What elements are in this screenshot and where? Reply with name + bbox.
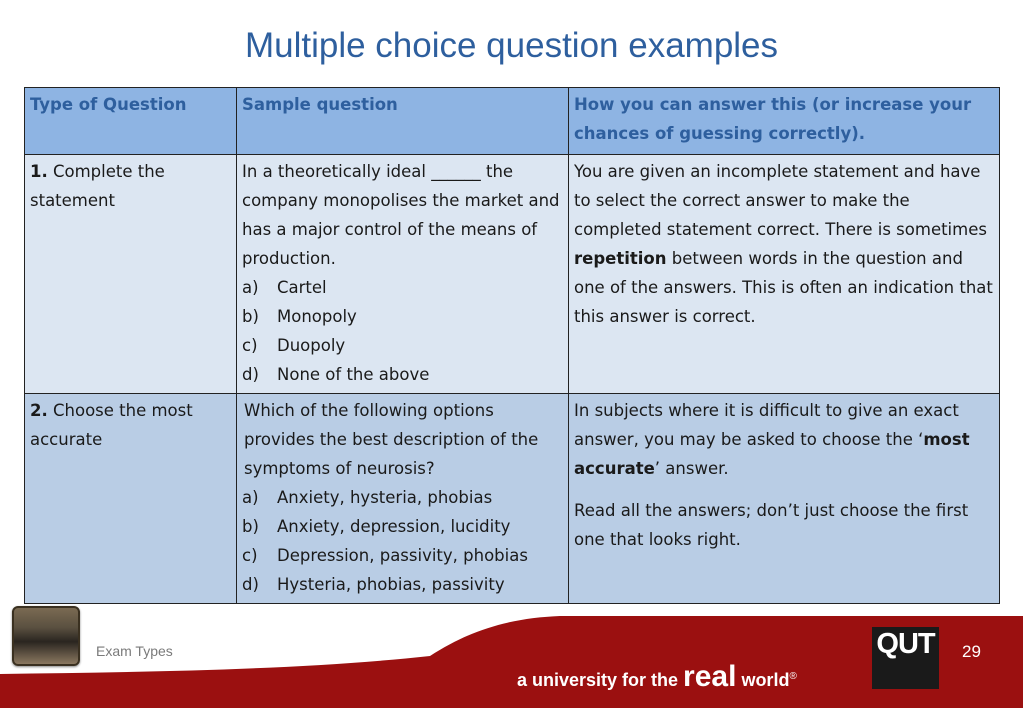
list-item bbox=[242, 273, 563, 302]
header-how: How you can answer this (or increase your chances of guessing correctly). bbox=[569, 88, 1000, 155]
option-text: Cartel bbox=[277, 278, 327, 297]
option-text: Hysteria, phobias, passivity bbox=[277, 575, 505, 594]
tagline-pre: a university for the bbox=[517, 670, 684, 690]
row2-answer-text-end: ’ answer. bbox=[654, 459, 729, 478]
row1-number: 1. bbox=[30, 162, 48, 181]
question-types-table bbox=[24, 87, 1000, 604]
option-text: Monopoly bbox=[277, 307, 357, 326]
header-sample: Sample question bbox=[237, 88, 569, 155]
row2-type-cell bbox=[25, 394, 237, 604]
list-item bbox=[242, 331, 563, 360]
list-item bbox=[242, 360, 563, 389]
option-letter: d) bbox=[242, 575, 259, 594]
row2-type-text: Choose the most accurate bbox=[30, 401, 193, 449]
header-type: Type of Question bbox=[25, 88, 237, 155]
row2-options bbox=[242, 483, 563, 599]
row2-answer-para2: Read all the answers; don’t just choose the first one that looks right. bbox=[574, 501, 969, 549]
list-item bbox=[242, 483, 563, 512]
row1-answer-bold: repetition bbox=[574, 249, 667, 268]
list-item bbox=[242, 570, 563, 599]
row1-question-cell bbox=[237, 155, 569, 394]
table-header-row bbox=[25, 88, 1000, 155]
row1-type-cell bbox=[25, 155, 237, 394]
footer-section-label: Exam Types bbox=[96, 643, 173, 659]
qut-logo: QUT bbox=[872, 627, 939, 689]
row1-answer-text: You are given an incomplete statement and have to select the correct answer to make the completed statement correct. There is sometimes bbox=[574, 162, 987, 239]
row2-number: 2. bbox=[30, 401, 48, 420]
row2-question-cell bbox=[237, 394, 569, 604]
option-letter: b) bbox=[242, 307, 259, 326]
row1-options bbox=[242, 273, 563, 389]
row2-answer-cell bbox=[569, 394, 1000, 604]
row2-answer-bold: most accurate bbox=[574, 430, 970, 478]
table-row bbox=[25, 394, 1000, 604]
tagline-real: real bbox=[683, 660, 737, 693]
row1-question: In a theoretically ideal ______ the company monopolises the market and has a major control of the means of production. bbox=[242, 162, 560, 268]
option-text: None of the above bbox=[277, 365, 430, 384]
row1-answer-text-end: between words in the question and one of the answers. This is often an indication that this answer is correct. bbox=[574, 249, 993, 326]
footer-red-wave bbox=[0, 616, 1023, 708]
option-letter: d) bbox=[242, 365, 259, 384]
option-letter: b) bbox=[242, 517, 259, 536]
footer-band bbox=[0, 616, 1023, 708]
option-letter: c) bbox=[242, 546, 258, 565]
option-letter: a) bbox=[242, 488, 259, 507]
option-letter: c) bbox=[242, 336, 258, 355]
row1-type-text: Complete the statement bbox=[30, 162, 165, 210]
registered-mark: ® bbox=[789, 671, 797, 682]
row2-answer-para1 bbox=[574, 396, 994, 483]
row2-question: Which of the following options provides the best description of the symptoms of neurosis? bbox=[244, 401, 539, 478]
row2-answer-text: In subjects where it is difficult to give an exact answer, you may be asked to choose the ‘ bbox=[574, 401, 959, 449]
list-item bbox=[242, 512, 563, 541]
tagline-world: world bbox=[736, 670, 790, 690]
option-letter: a) bbox=[242, 278, 259, 297]
exam-room-thumbnail bbox=[12, 606, 80, 666]
list-item bbox=[242, 302, 563, 331]
option-text: Depression, passivity, phobias bbox=[277, 546, 528, 565]
list-item bbox=[242, 541, 563, 570]
option-text: Anxiety, depression, lucidity bbox=[277, 517, 511, 536]
row1-answer-cell bbox=[569, 155, 1000, 394]
slide-title: Multiple choice question examples bbox=[244, 26, 779, 65]
tagline bbox=[517, 660, 797, 694]
table-row bbox=[25, 155, 1000, 394]
option-text: Duopoly bbox=[277, 336, 346, 355]
option-text: Anxiety, hysteria, phobias bbox=[277, 488, 493, 507]
page-number: 29 bbox=[962, 642, 981, 661]
